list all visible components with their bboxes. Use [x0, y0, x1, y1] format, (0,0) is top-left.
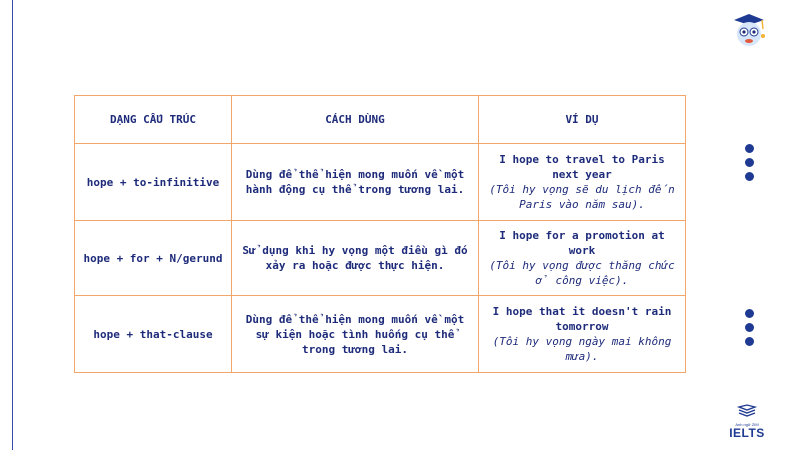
structure-cell: hope + that-clause — [75, 296, 232, 373]
header-usage: CÁCH DÙNG — [232, 96, 479, 144]
table-row — [75, 221, 686, 296]
dots-decoration-top — [745, 144, 755, 186]
owl-mascot-icon — [730, 10, 768, 50]
brand-logo — [724, 403, 770, 440]
dots-decoration-bottom — [745, 309, 755, 351]
example-english: I hope to travel to Paris next year — [499, 153, 665, 181]
example-english: I hope for a promotion at work — [499, 229, 665, 257]
usage-cell: Sử dụng khi hy vọng một điều gì đó xảy ra hoặc được thực hiện. — [232, 221, 479, 296]
table-row — [75, 144, 686, 221]
header-row — [75, 96, 686, 144]
header-example: VÍ DỤ — [479, 96, 686, 144]
example-cell — [479, 144, 686, 221]
example-cell — [479, 221, 686, 296]
brand-name: IELTS — [729, 426, 765, 440]
dot — [745, 158, 754, 167]
dot — [745, 172, 754, 181]
book-logo-icon — [737, 404, 757, 418]
hope-structures-table — [74, 95, 686, 373]
left-rule — [12, 0, 13, 450]
dot — [745, 337, 754, 346]
header-structure: DẠNG CẤU TRÚC — [75, 96, 232, 144]
example-vietnamese: (Tôi hy vọng ngày mai không mưa). — [492, 335, 672, 363]
structure-cell: hope + to-infinitive — [75, 144, 232, 221]
usage-cell: Dùng để thể hiện mong muốn về một sự kiện hoặc tình huống cụ thể trong tương lai. — [232, 296, 479, 373]
example-cell — [479, 296, 686, 373]
dot — [745, 144, 754, 153]
table-row — [75, 296, 686, 373]
brand-tagline: Anh ngữ ZIM — [735, 422, 759, 427]
dot — [745, 309, 754, 318]
example-english: I hope that it doesn't rain tomorrow — [492, 305, 672, 333]
example-vietnamese: (Tôi hy vọng được thăng chức ở công việc). — [489, 259, 675, 287]
usage-cell: Dùng để thể hiện mong muốn về một hành động cụ thể trong tương lai. — [232, 144, 479, 221]
dot — [745, 323, 754, 332]
structure-cell: hope + for + N/gerund — [75, 221, 232, 296]
example-vietnamese: (Tôi hy vọng sẽ du lịch đến Paris vào năm sau). — [489, 183, 675, 211]
